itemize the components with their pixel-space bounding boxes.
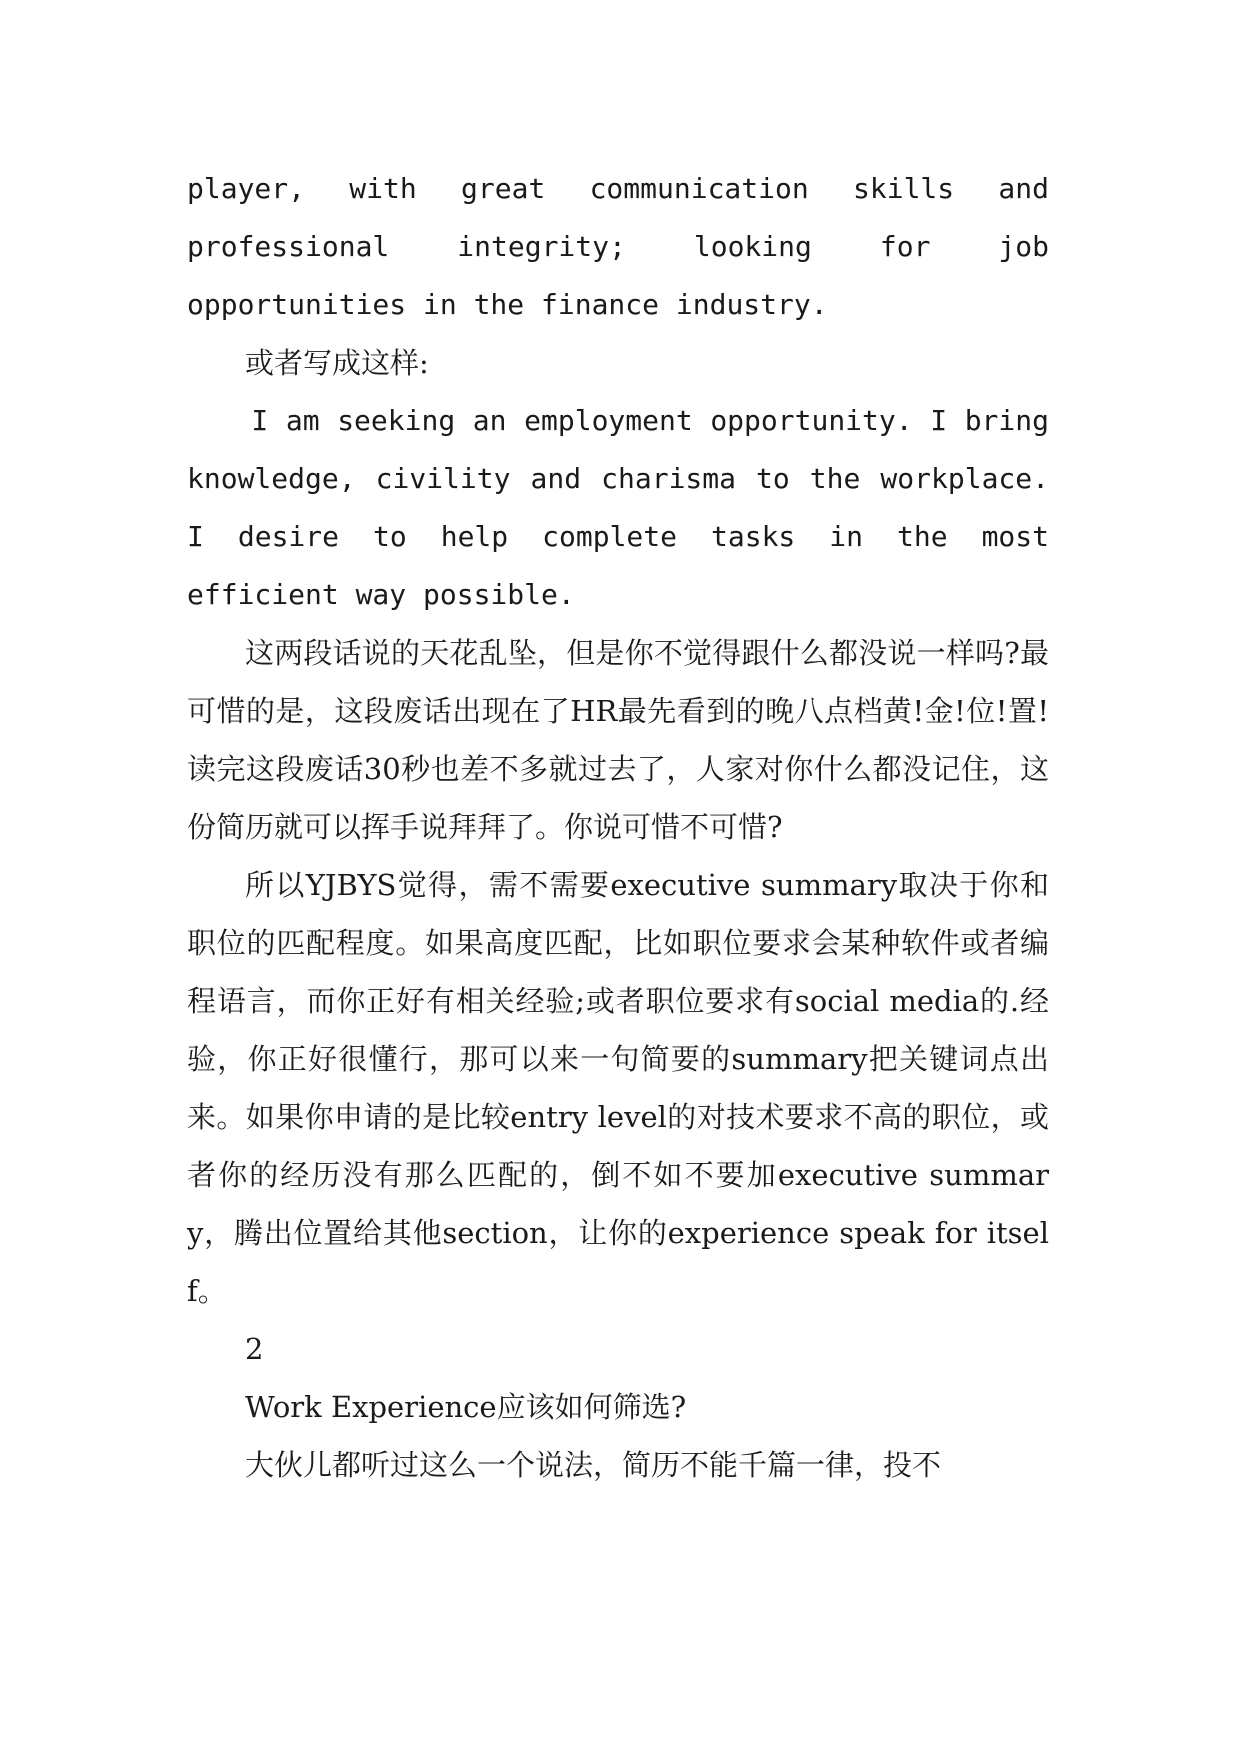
paragraph-sample-summary: I am seeking an employment opportunity. I bring knowledge, civility and charisma to the workplace. I desire to help complete tasks in the most efficient way possible.: [187, 404, 1049, 611]
paragraph-alternative-intro: 或者写成这样:: [245, 346, 429, 380]
paragraph-work-experience-intro: 大伙儿都听过这么一个说法，简历不能千篇一律，投不: [245, 1448, 942, 1482]
document-body: [187, 160, 1049, 1494]
paragraph-critique: 这两段话说的天花乱坠，但是你不觉得跟什么都没说一样吗?最可惜的是，这段废话出现在了HR最先看到的晚八点档黄!金!位!置!读完这段废话30秒也差不多就过去了，人家对你什么都没记住，这份简历就可以挥手说拜拜了。你说可惜不可惜?: [187, 636, 1049, 844]
section-number: 2: [245, 1332, 264, 1366]
paragraph-advice: 所以YJBYS觉得，需不需要executive summary取决于你和职位的匹配程度。如果高度匹配，比如职位要求会某种软件或者编程语言，而你正好有相关经验;或者职位要求有social media的.经验，你正好很懂行，那可以来一句简要的summary把关键词点出来。如果你申请的是比较entry level的对技术要求不高的职位，或者你的经历没有那么匹配的，倒不如不要加executive summary，腾出位置给其他section，让你的experience speak for itself。: [187, 868, 1049, 1308]
paragraph-objective-continuation: player, with great communication skills and professional integrity; looking for job opportunities in the finance industry.: [187, 172, 1049, 321]
section-heading: Work Experience应该如何筛选?: [245, 1390, 687, 1424]
